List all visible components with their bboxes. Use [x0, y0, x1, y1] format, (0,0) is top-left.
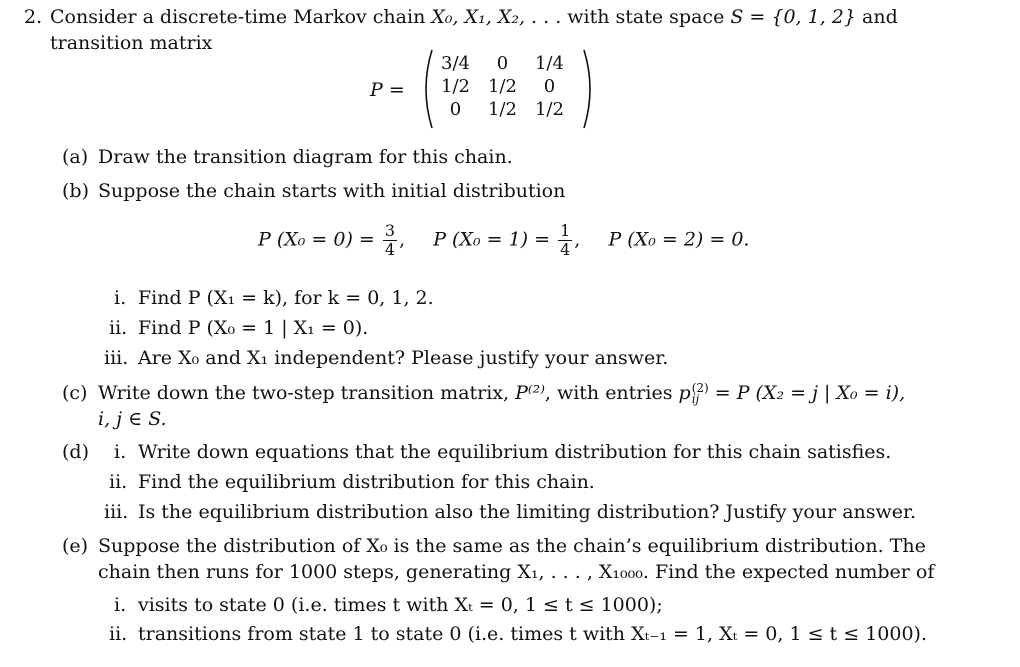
- part-e-line1: Suppose the distribution of X₀ is the same as the chain’s equilibrium distribution. The: [98, 535, 926, 557]
- entry-superscript: (2): [691, 381, 709, 395]
- intro-text-a: Consider a discrete-time Markov chain: [50, 6, 426, 28]
- part-d-item-text: Is the equilibrium distribution also the limiting distribution? Justify your answer.: [138, 501, 917, 523]
- part-c-line1: [98, 382, 905, 405]
- part-d-item-label: iii.: [104, 501, 129, 523]
- entry-definition: = P (X₂ = j | X₀ = i),: [714, 382, 906, 404]
- matrix-cell: 1/2: [441, 76, 470, 97]
- matrix-row: [432, 52, 573, 75]
- part-b-item-label: iii.: [104, 347, 129, 369]
- fraction-three-quarters: [383, 222, 397, 259]
- matrix-cell: 0: [496, 53, 509, 74]
- question-number: 2.: [24, 6, 43, 28]
- part-e-item-text: visits to state 0 (i.e. times t with Xₜ = 0, 1 ≤ t ≤ 1000);: [138, 594, 663, 616]
- part-b-item-label: ii.: [109, 317, 128, 339]
- entry-subscript: ij: [691, 392, 700, 406]
- part-e-line2: chain then runs for 1000 steps, generating X₁, . . . , X₁₀₀₀. Find the expected number of: [98, 561, 935, 583]
- part-e-label: (e): [62, 535, 89, 557]
- part-d-item-text: Write down equations that the equilibrium distribution for this chain satisfies.: [138, 441, 892, 463]
- question-intro-line1: [50, 6, 898, 28]
- initial-distribution: P (X₀ = 0) = $\frac{3}{4}$ , P (X₀ = 1) = $\frac{1}{4}$ , P (X₀ = 2) = 0.: [258, 221, 750, 259]
- part-e-item-text: transitions from state 1 to state 0 (i.e. times t with Xₜ₋₁ = 1, Xₜ = 0, 1 ≤ t ≤ 1000).: [138, 623, 928, 645]
- part-b-item-text: Find P (X₁ = k), for k = 0, 1, 2.: [138, 287, 434, 309]
- part-a-label: (a): [62, 146, 89, 168]
- question-intro-line2: transition matrix: [50, 32, 213, 54]
- matrix-cell: 1/2: [534, 99, 564, 120]
- transition-matrix: [432, 52, 573, 121]
- part-e-item-label: ii.: [109, 623, 128, 645]
- part-d-item-label: ii.: [109, 471, 128, 493]
- part-d-item-text: Find the equilibrium distribution for this chain.: [138, 471, 595, 493]
- part-d-item-label: i.: [114, 441, 127, 463]
- dist-p1-lhs: P (X₀ = 1) =: [433, 228, 551, 251]
- dist-p2: P (X₀ = 2) = 0.: [608, 228, 750, 251]
- matrix-row: [432, 75, 573, 98]
- frac-denominator: 4: [384, 240, 396, 259]
- frac-denominator: 4: [560, 240, 571, 259]
- part-c-text-b: , with entries: [544, 382, 673, 404]
- frac-numerator: 3: [384, 221, 396, 240]
- frac-numerator: 1: [560, 221, 571, 240]
- matrix-cell: 1/2: [487, 99, 517, 120]
- chain-variables: X₀, X₁, X₂, . . .: [431, 6, 562, 28]
- part-e-item-label: i.: [114, 594, 127, 616]
- part-a-text: Draw the transition diagram for this chain.: [98, 146, 513, 168]
- part-c-label: (c): [62, 382, 88, 404]
- part-b-item-label: i.: [114, 287, 127, 309]
- part-b-item-text: Find P (X₀ = 1 | X₁ = 0).: [138, 317, 369, 339]
- intro-text-b: with state space: [567, 6, 725, 28]
- intro-text-c: and: [862, 6, 898, 28]
- part-c-text-a: Write down the two-step transition matrix,: [98, 382, 510, 404]
- entry-symbol: p: [678, 382, 691, 404]
- dist-p0-lhs: P (X₀ = 0) =: [258, 228, 375, 251]
- part-c-line2: i, j ∈ S.: [98, 408, 167, 430]
- entry-scripts: [692, 383, 709, 405]
- part-b-text: Suppose the chain starts with initial distribution: [98, 180, 566, 202]
- matrix-right-paren: [582, 48, 598, 130]
- matrix-label: P =: [370, 79, 405, 101]
- matrix-cell: 1/2: [487, 76, 517, 97]
- matrix-cell: 0: [449, 99, 462, 120]
- two-step-matrix-symbol: P⁽²⁾: [515, 382, 545, 404]
- part-b-item-text: Are X₀ and X₁ independent? Please justify your answer.: [138, 347, 669, 369]
- matrix-cell: 3/4: [441, 53, 470, 74]
- part-b-label: (b): [62, 180, 89, 202]
- matrix-row: [432, 98, 573, 121]
- part-d-label: (d): [62, 441, 89, 463]
- state-space: S = {0, 1, 2}: [730, 6, 856, 28]
- fraction-one-quarter: [558, 222, 572, 259]
- matrix-cell: 0: [543, 76, 556, 97]
- matrix-cell: 1/4: [534, 53, 564, 74]
